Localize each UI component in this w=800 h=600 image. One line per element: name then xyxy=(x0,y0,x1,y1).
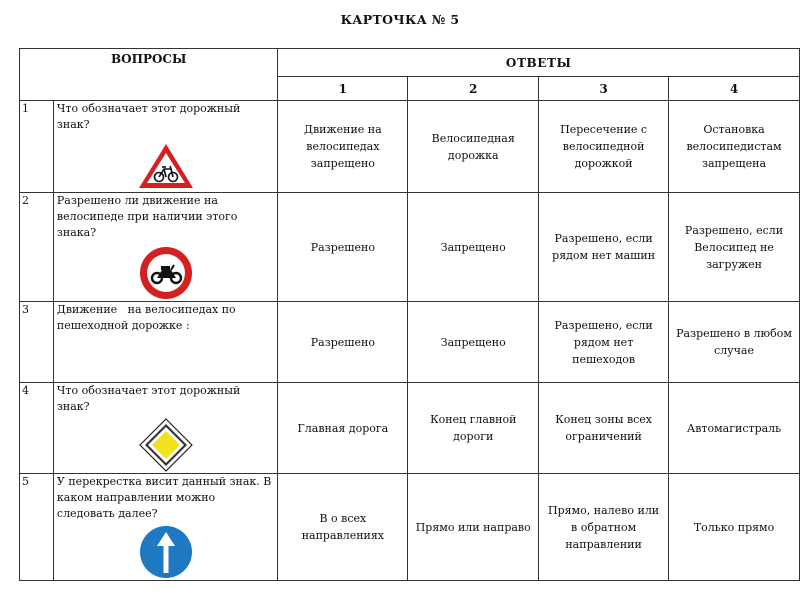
answer-cell: Разрешено в любом случае xyxy=(669,302,800,383)
question-row xyxy=(20,383,800,474)
answer-cell: Прямо, налево или в обратном направлении xyxy=(539,474,669,581)
straight-only-arrow-sign-icon xyxy=(138,524,194,580)
answer-cell: Главная дорога xyxy=(278,383,408,474)
question-row xyxy=(20,101,800,193)
question-cell xyxy=(53,383,278,474)
question-text: Разрешено ли движение на велосипеде при наличии этого знака? xyxy=(56,194,238,239)
answer-cell: Запрещено xyxy=(408,193,539,302)
card-title: КАРТОЧКА № 5 xyxy=(340,12,460,27)
answer-cell: Велосипедная дорожка xyxy=(408,101,539,193)
question-number: 1 xyxy=(20,101,54,193)
answer-column-4: 4 xyxy=(669,77,800,101)
answer-cell: Разрешено xyxy=(278,302,408,383)
question-text: У перекрестка висит данный знак. В каком направлении можно следовать далее? xyxy=(56,475,272,520)
answer-cell: Движение на велосипедах запрещено xyxy=(278,101,408,193)
answer-cell: Автомагистраль xyxy=(669,383,800,474)
question-cell xyxy=(53,101,278,193)
question-text: Что обозначает этот дорожный знак? xyxy=(56,384,241,413)
answer-cell: Запрещено xyxy=(408,302,539,383)
question-cell xyxy=(53,193,278,302)
question-number: 4 xyxy=(20,383,54,474)
question-text: Что обозначает этот дорожный знак? xyxy=(56,102,241,131)
answer-cell: Разрешено xyxy=(278,193,408,302)
no-motorcycles-sign-icon xyxy=(138,245,194,301)
question-row xyxy=(20,474,800,581)
answer-cell: Прямо или направо xyxy=(408,474,539,581)
answer-cell: В о всех направлениях xyxy=(278,474,408,581)
answer-column-1: 1 xyxy=(278,77,408,101)
cyclists-warning-triangle-icon xyxy=(136,141,196,191)
question-number: 5 xyxy=(20,474,54,581)
answers-header: ОТВЕТЫ xyxy=(278,49,800,77)
answer-cell: Пересечение с велосипедной дорожкой xyxy=(539,101,669,193)
question-row xyxy=(20,193,800,302)
question-cell xyxy=(53,302,278,383)
question-row xyxy=(20,302,800,383)
header-row xyxy=(20,49,800,77)
question-cell xyxy=(53,474,278,581)
answer-cell: Только прямо xyxy=(669,474,800,581)
questions-header: ВОПРОСЫ xyxy=(20,49,278,101)
answer-cell: Конец зоны всех ограничений xyxy=(539,383,669,474)
answer-cell: Конец главной дороги xyxy=(408,383,539,474)
answer-cell: Остановка велосипедистам запрещена xyxy=(669,101,800,193)
answer-column-3: 3 xyxy=(539,77,669,101)
priority-road-sign-icon xyxy=(138,417,194,473)
answer-column-2: 2 xyxy=(408,77,539,101)
question-text: Движение на велосипедах по пешеходной дорожке : xyxy=(56,303,240,332)
answer-cell: Разрешено, если рядом нет пешеходов xyxy=(539,302,669,383)
answer-cell: Разрешено, если рядом нет машин xyxy=(539,193,669,302)
question-number: 3 xyxy=(20,302,54,383)
answer-cell: Разрешено, если Велосипед не загружен xyxy=(669,193,800,302)
question-number: 2 xyxy=(20,193,54,302)
quiz-table xyxy=(19,48,800,581)
